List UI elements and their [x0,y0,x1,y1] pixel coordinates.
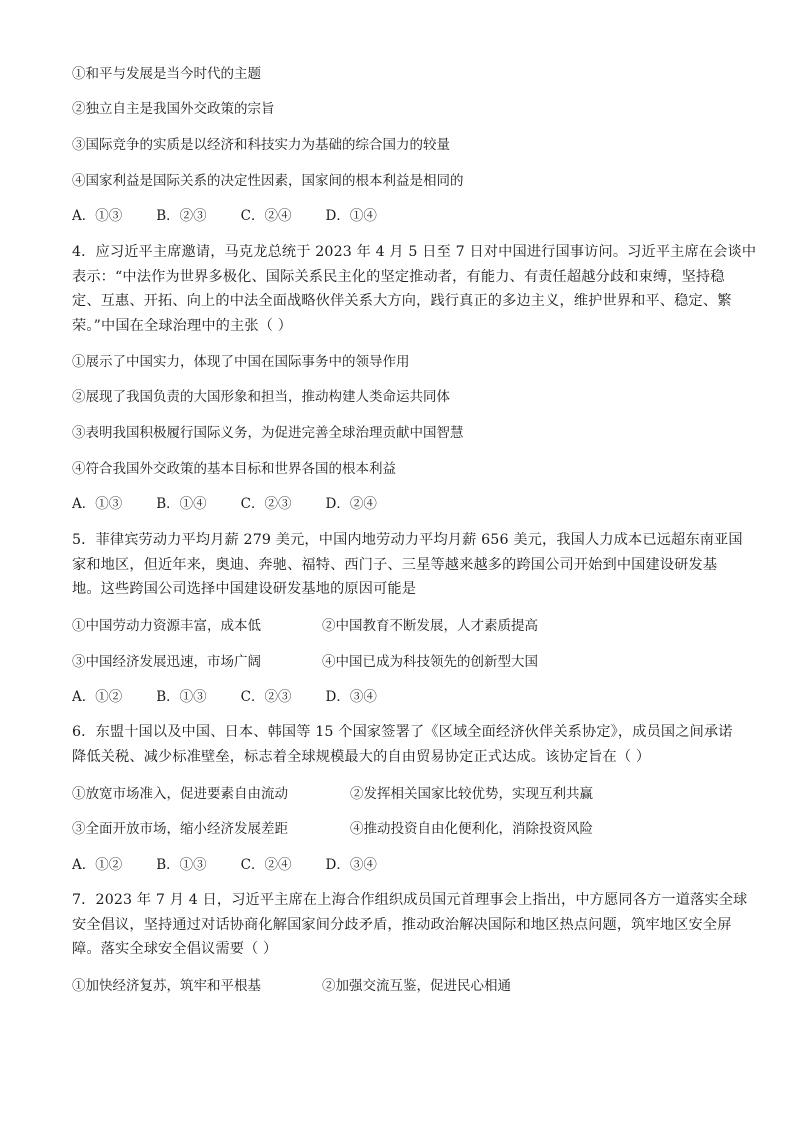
q7-options-row-1 [72,977,511,995]
q7-option-1: ①加快经济复苏，筑牢和平根基 [72,978,261,994]
q5-options-row-2 [72,653,538,671]
q6-choice-b: B．①③ [156,857,207,873]
q4-choice-a: A．①③ [72,496,123,512]
q3-choice-a: A．①③ [72,208,123,224]
q6-option-1: ①放宽市场准入，促进要素自由流动 [72,786,288,802]
q3-option-3: ③国际竞争的实质是以经济和科技实力为基础的综合国力的较量 [72,137,450,153]
q6-choice-a: A．①② [72,857,123,873]
q5-stem-line: 5．菲律宾劳动力平均月薪 279 美元，中国内地劳动力平均月薪 656 美元，我国人力成本已远超东南亚国 [72,532,743,548]
q5-option-3: ③中国经济发展迅速，市场广阔 [72,654,261,670]
q4-stem-line: 表示：“中法作为世界多极化、国际关系民主化的坚定推动者，有能力、有责任超越分歧和束缚，坚持稳 [72,268,725,285]
q3-choices [72,207,411,225]
q5-choice-b: B．①③ [156,689,207,705]
q3-choice-d: D．①④ [325,208,377,224]
q7-stem [72,888,748,962]
q4-choice-b: B．①④ [156,496,207,512]
q4-option-3: ③表明我国积极履行国际义务，为促进完善全球治理贡献中国智慧 [72,425,464,441]
q5-options-row-1 [72,617,538,635]
q4-stem-line: 定、互惠、开拓、向上的中法全面战略伙伴关系大方向，践行真正的多边主义，维护世界和平、稳定、繁 [72,293,732,309]
q4-option-2: ②展现了我国负责的大国形象和担当，推动构建人类命运共同体 [72,389,450,405]
q4-stem-line: 荣。”中国在全球治理中的主张（ ） [72,317,293,334]
q5-choices [72,688,411,706]
q3-choice-c: C．②④ [240,208,292,224]
q4-choice-d: D．②④ [325,496,377,512]
q5-stem [72,528,743,602]
q6-option-4: ④推动投资自由化便利化，消除投资风险 [350,821,593,837]
q3-option-1: ①和平与发展是当今时代的主题 [72,66,261,82]
q3-option-2: ②独立自主是我国外交政策的宗旨 [72,101,275,117]
q5-stem-line: 地。这些跨国公司选择中国建设研发基地的原因可能是 [72,581,417,597]
q6-options-row-2 [72,820,593,838]
q5-stem-line: 家和地区，但近年来，奥迪、奔驰、福特、西门子、三星等越来越多的跨国公司开始到中国建设研发基 [72,556,718,573]
q7-stem-line: 安全倡议，坚持通过对话协商化解国家间分歧矛盾，推动政治解决国际和地区热点问题，筑牢地区安全屏 [72,916,732,933]
q6-stem-line: 降低关税、减少标准壁垒，标志着全球规模最大的自由贸易协定正式达成。该协定旨在（ ） [72,748,651,765]
q4-option-1: ①展示了中国实力，体现了中国在国际事务中的领导作用 [72,354,410,370]
q4-choice-c: C．②③ [240,496,292,512]
q4-option-4: ④符合我国外交政策的基本目标和世界各国的根本利益 [72,461,396,477]
q5-option-2: ②中国教育不断发展，人才素质提高 [322,618,538,634]
q5-choice-d: D．③④ [325,689,377,705]
q5-choice-a: A．①② [72,689,123,705]
q7-stem-line: 障。落实全球安全倡议需要（ ） [72,941,278,957]
q6-option-2: ②发挥相关国家比较优势，实现互利共赢 [350,786,593,802]
q5-choice-c: C．②③ [240,689,292,705]
q6-stem-line: 6．东盟十国以及中国、日本、韩国等 15 个国家签署了《区域全面经济伙伴关系协定》，成员国之间承诺 [72,724,733,740]
q4-stem-line: 4．应习近平主席邀请，马克龙总统于 2023 年 4 月 5 日至 7 日对中国进行国事访问。习近平主席在会谈中 [72,244,757,260]
q6-choice-c: C．②④ [240,857,292,873]
q6-options-row-1 [72,785,593,803]
q6-choice-d: D．③④ [325,857,377,873]
q5-option-4: ④中国已成为科技领先的创新型大国 [322,654,538,670]
q5-option-1: ①中国劳动力资源丰富，成本低 [72,618,261,634]
q7-option-2: ②加强交流互鉴，促进民心相通 [322,978,511,994]
q6-choices [72,856,411,874]
q4-stem [72,240,757,338]
q6-option-3: ③全面开放市场，缩小经济发展差距 [72,821,288,837]
q3-choice-b: B．②③ [156,208,207,224]
q7-stem-line: 7．2023 年 7 月 4 日，习近平主席在上海合作组织成员国元首理事会上指出，中方愿同各方一道落实全球 [72,892,748,908]
q4-choices [72,495,411,513]
q6-stem [72,720,733,769]
q3-option-4: ④国家利益是国际关系的决定性因素，国家间的根本利益是相同的 [72,173,464,189]
